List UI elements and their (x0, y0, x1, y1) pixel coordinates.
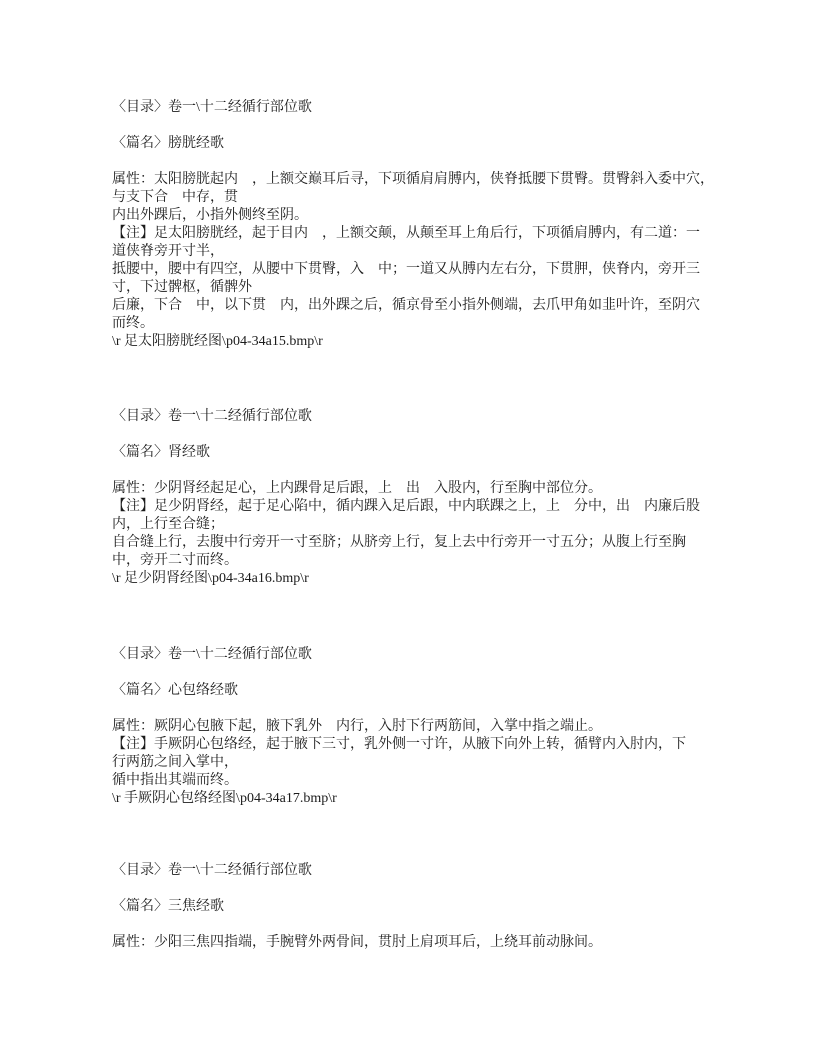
catalog-line: 〈目录〉卷一\十二经循行部位歌 (112, 647, 312, 662)
body-line: \r 足少阴肾经图\p04-34a16.bmp\r (112, 571, 309, 586)
body-line: 属性：少阳三焦四指端，手腕臂外两骨间，贯肘上肩项耳后，上绕耳前动脉间。 (112, 935, 602, 950)
catalog-line: 〈目录〉卷一\十二经循行部位歌 (112, 409, 312, 424)
body-line: 与支下合 中存，贯 (112, 190, 238, 205)
section-title: 〈篇名〉肾经歌 (112, 445, 210, 460)
section-body (112, 934, 772, 952)
body-line: 自合缝上行，去腹中行旁开一寸至脐；从脐旁上行，复上去中行旁开一寸五分；从腹上行至胸 (112, 535, 686, 550)
body-line: 属性：少阴肾经起足心，上内踝骨足后跟，上 出 入股内，行至胸中部位分。 (112, 481, 602, 496)
body-line: 【注】足少阴肾经，起于足心陷中，循内踝入足后跟，中内联踝之上，上 分中，出 内廉后股 (112, 499, 700, 514)
body-line: 属性：厥阴心包腋下起，腋下乳外 内行，入肘下行两筋间，入掌中指之端止。 (112, 719, 602, 734)
text-section (112, 99, 772, 351)
text-section (112, 862, 772, 952)
body-line: \r 手厥阴心包络经图\p04-34a17.bmp\r (112, 791, 337, 806)
section-body (112, 480, 772, 588)
body-line: \r 足太阳膀胱经图\p04-34a15.bmp\r (112, 334, 323, 349)
body-line: 【注】足太阳膀胱经，起于目内 ，上额交颠，从颠至耳上角后行，下项循肩膊内，有二道：一 (112, 226, 700, 241)
body-line: 抵腰中，腰中有四空，从腰中下贯臀，入 中；一道又从膊内左右分，下贯胛，侠脊内，旁开三 (112, 262, 700, 277)
catalog-line: 〈目录〉卷一\十二经循行部位歌 (112, 863, 312, 878)
body-line: 中，旁开二寸而终。 (112, 553, 238, 568)
text-section (112, 408, 772, 588)
catalog-line: 〈目录〉卷一\十二经循行部位歌 (112, 100, 312, 115)
section-body (112, 171, 772, 351)
body-line: 属性：太阳膀胱起内 ，上额交巅耳后寻，下项循肩肩膊内，侠脊抵腰下贯臀。贯臀斜入委中穴， (112, 172, 714, 187)
body-line: 道侠脊旁开寸半， (112, 244, 224, 259)
body-line: 循中指出其端而终。 (112, 773, 238, 788)
section-title: 〈篇名〉三焦经歌 (112, 899, 224, 914)
body-line: 后廉，下合 中，以下贯 内，出外踝之后，循京骨至小指外侧端，去爪甲角如韭叶许，至阴穴 (112, 298, 700, 313)
body-line: 内，上行至合缝； (112, 517, 224, 532)
body-line: 【注】手厥阴心包络经，起于腋下三寸，乳外侧一寸许，从腋下向外上转，循臂内入肘内，下 (112, 737, 686, 752)
body-line: 寸，下过髀枢，循髀外 (112, 280, 252, 295)
section-body (112, 718, 772, 808)
body-line: 行两筋之间入掌中， (112, 755, 238, 770)
body-line: 内出外踝后，小指外侧终至阴。 (112, 208, 308, 223)
body-line: 而终。 (112, 316, 154, 331)
text-section (112, 646, 772, 808)
section-title: 〈篇名〉膀胱经歌 (112, 136, 224, 151)
section-title: 〈篇名〉心包络经歌 (112, 683, 238, 698)
